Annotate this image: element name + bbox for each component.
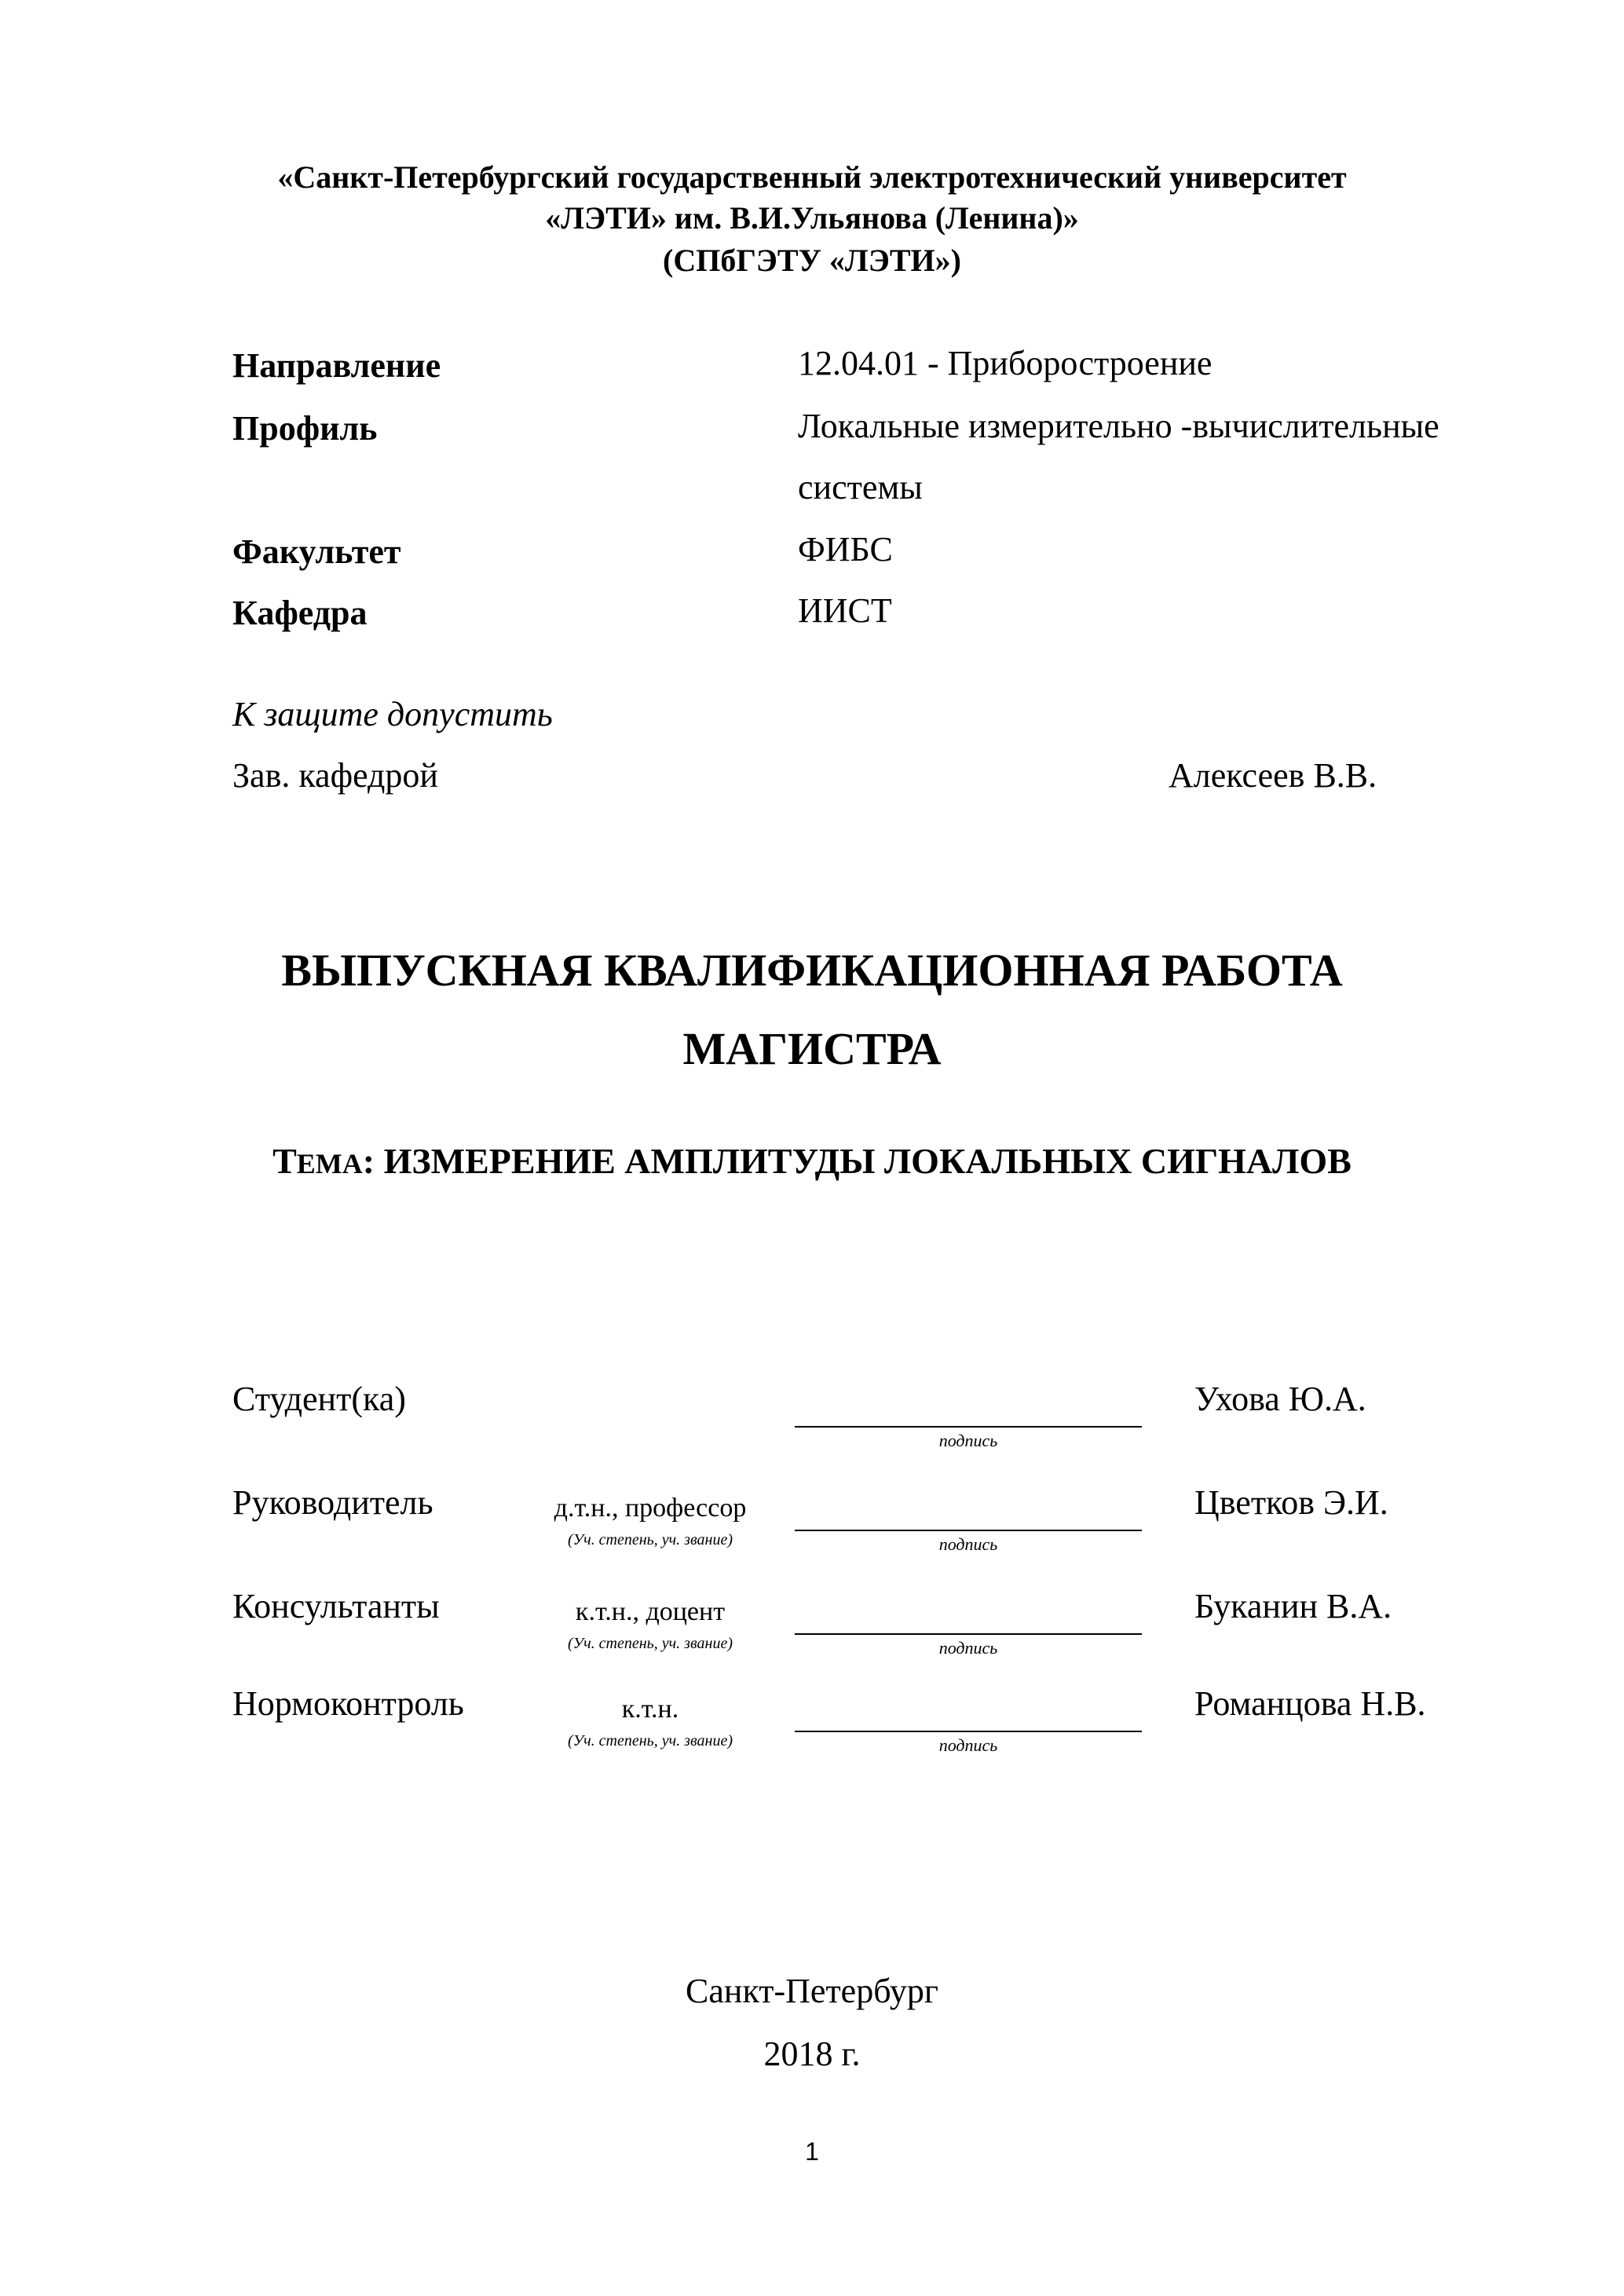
department-label: Кафедра bbox=[232, 594, 368, 632]
department-head-name: Алексеев В.В. bbox=[1169, 756, 1377, 795]
university-name-line-2: «ЛЭТИ» им. В.И.Ульянова (Ленина)» bbox=[545, 200, 1079, 236]
signature-role-normcontrol: Нормоконтроль bbox=[232, 1684, 464, 1723]
page-number: 1 bbox=[805, 2137, 819, 2166]
degree-hint-normcontrol: (Уч. степень, уч. звание) bbox=[568, 1732, 733, 1749]
faculty-label: Факультет bbox=[232, 532, 401, 571]
signature-hint-supervisor: подпись bbox=[938, 1534, 998, 1554]
signature-degree-normcontrol: к.т.н. bbox=[621, 1695, 679, 1724]
topic-text: ИЗМЕРЕНИЕ АМПЛИТУДЫ ЛОКАЛЬНЫХ СИГНАЛОВ bbox=[383, 1141, 1352, 1181]
footer-city: Санкт-Петербург bbox=[686, 1972, 938, 2010]
signature-role-student: Студент(ка) bbox=[232, 1380, 406, 1418]
university-abbreviation: (СПбГЭТУ «ЛЭТИ») bbox=[663, 243, 961, 278]
profile-value: Локальные измерительно -вычислительные системы bbox=[798, 407, 1439, 506]
direction-value: 12.04.01 - Приборостроение bbox=[798, 344, 1213, 382]
topic-label-rest: ЕМА bbox=[296, 1148, 363, 1179]
signature-line-consultants bbox=[795, 1633, 1142, 1635]
signature-name-consultants: Буканин В.А. bbox=[1194, 1587, 1392, 1625]
signature-degree-supervisor: д.т.н., профессор bbox=[554, 1493, 747, 1523]
topic-line bbox=[0, 1140, 1624, 1182]
topic-label-colon: : bbox=[362, 1141, 375, 1181]
direction-label: Направление bbox=[232, 346, 441, 385]
department-value: ИИСТ bbox=[798, 591, 892, 630]
department-head-label: Зав. кафедрой bbox=[232, 756, 438, 795]
admission-text: К защите допустить bbox=[232, 695, 553, 733]
signature-role-supervisor: Руководитель bbox=[232, 1483, 433, 1522]
signature-role-consultants: Консультанты bbox=[232, 1587, 440, 1625]
signature-hint-consultants: подпись bbox=[938, 1638, 998, 1658]
profile-label: Профиль bbox=[232, 409, 378, 448]
university-name-line-1: «Санкт-Петербургский государственный электротехнический университет bbox=[277, 159, 1347, 195]
degree-hint-supervisor: (Уч. степень, уч. звание) bbox=[568, 1531, 733, 1548]
signature-name-supervisor: Цветков Э.И. bbox=[1194, 1483, 1388, 1522]
work-title-line-2: МАГИСТРА bbox=[682, 1023, 942, 1074]
signature-line-student bbox=[795, 1426, 1142, 1428]
work-title-line-1: ВЫПУСКНАЯ КВАЛИФИКАЦИОННАЯ РАБОТА bbox=[281, 945, 1343, 996]
signature-line-normcontrol bbox=[795, 1731, 1142, 1732]
faculty-value: ФИБС bbox=[798, 530, 893, 569]
signature-line-supervisor bbox=[795, 1530, 1142, 1531]
degree-hint-consultants: (Уч. степень, уч. звание) bbox=[568, 1635, 733, 1652]
signature-degree-consultants: к.т.н., доцент bbox=[575, 1597, 726, 1626]
signature-name-student: Ухова Ю.А. bbox=[1194, 1380, 1366, 1418]
footer-year: 2018 г. bbox=[763, 2035, 861, 2073]
signature-hint-student: подпись bbox=[938, 1431, 998, 1450]
signature-hint-normcontrol: подпись bbox=[938, 1735, 998, 1755]
topic-label-first: Т bbox=[272, 1141, 297, 1181]
signature-name-normcontrol: Романцова Н.В. bbox=[1194, 1684, 1426, 1723]
